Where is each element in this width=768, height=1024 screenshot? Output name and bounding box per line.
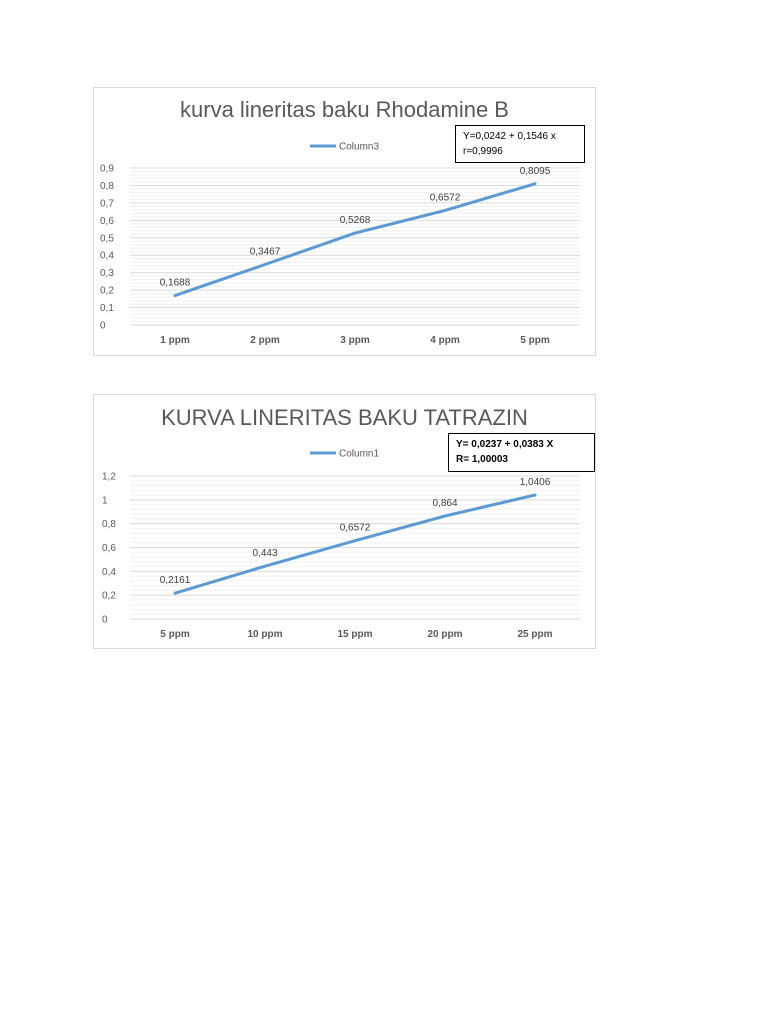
y-tick-label: 1 bbox=[102, 495, 108, 507]
data-label: 0,2161 bbox=[159, 575, 191, 587]
y-tick-label: 0,2 bbox=[100, 285, 114, 297]
y-tick-label: 0,6 bbox=[100, 215, 114, 227]
y-tick-label: 0,4 bbox=[102, 566, 116, 578]
x-tick-label: 3 ppm bbox=[340, 335, 370, 346]
x-tick-label: 5 ppm bbox=[160, 629, 190, 640]
y-tick-label: 0,7 bbox=[100, 198, 114, 210]
y-tick-label: 0 bbox=[102, 614, 108, 626]
legend-label: Column1 bbox=[339, 448, 380, 460]
y-tick-label: 0,9 bbox=[100, 163, 114, 175]
regression-equation-box bbox=[455, 125, 585, 163]
series-line bbox=[175, 184, 535, 296]
regression-equation: Y= 0,0237 + 0,0383 X bbox=[456, 439, 554, 450]
y-tick-label: 0 bbox=[100, 320, 106, 332]
chart-title: kurva lineritas baku Rhodamine B bbox=[180, 97, 509, 122]
x-tick-label: 15 ppm bbox=[337, 629, 373, 640]
x-tick-label: 20 ppm bbox=[427, 629, 463, 640]
data-label: 0,443 bbox=[252, 548, 278, 560]
data-label: 0,864 bbox=[432, 498, 458, 510]
y-tick-label: 0,2 bbox=[102, 590, 116, 602]
x-tick-label: 1 ppm bbox=[160, 335, 190, 346]
chart-title: KURVA LINERITAS BAKU TATRAZIN bbox=[161, 405, 528, 430]
y-tick-label: 0,5 bbox=[100, 233, 114, 245]
y-tick-label: 1,2 bbox=[102, 471, 116, 483]
y-tick-label: 0,1 bbox=[100, 303, 114, 315]
regression-equation-box bbox=[448, 433, 595, 472]
x-tick-label: 25 ppm bbox=[517, 629, 553, 640]
regression-equation: Y=0,0242 + 0,1546 x bbox=[463, 131, 556, 142]
y-tick-label: 0,6 bbox=[102, 543, 116, 554]
y-tick-label: 0,3 bbox=[100, 268, 114, 280]
y-tick-label: 0,8 bbox=[102, 519, 116, 531]
data-label: 0,5268 bbox=[339, 215, 371, 227]
correlation-coefficient: R= 1,00003 bbox=[456, 454, 508, 465]
x-tick-label: 10 ppm bbox=[247, 629, 283, 640]
data-label: 0,1688 bbox=[159, 277, 191, 289]
chart-tatrazin bbox=[93, 394, 596, 649]
y-tick-label: 0,8 bbox=[100, 180, 114, 192]
x-tick-label: 4 ppm bbox=[430, 335, 460, 346]
data-label: 0,6572 bbox=[429, 192, 461, 204]
data-label: 1,0406 bbox=[519, 476, 551, 488]
y-tick-label: 0,4 bbox=[100, 250, 114, 262]
chart-rhodamine-b bbox=[93, 87, 596, 356]
x-tick-label: 2 ppm bbox=[250, 335, 280, 346]
legend-label: Column3 bbox=[339, 141, 380, 153]
data-label: 0,3467 bbox=[249, 246, 281, 258]
correlation-coefficient: r=0,9996 bbox=[463, 146, 503, 157]
data-label: 0,8095 bbox=[519, 165, 551, 177]
data-label: 0,6572 bbox=[339, 522, 371, 534]
x-tick-label: 5 ppm bbox=[520, 335, 550, 346]
